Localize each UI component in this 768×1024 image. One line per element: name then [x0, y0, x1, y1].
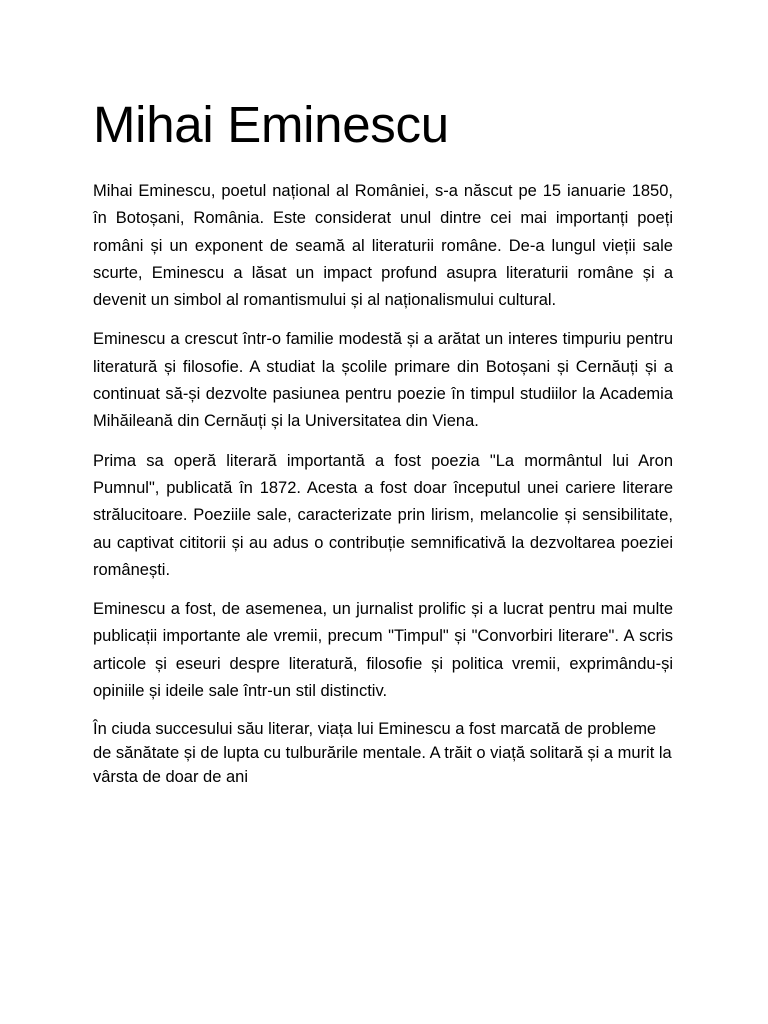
paragraph-birth: Mihai Eminescu, poetul național al României, s-a născut pe 15 ianuarie 1850, în Botoșani, România. Este considerat unul dintre cei mai importanți poeți români și un exponent de seamă al literaturii române. De-a lungul vieții sale scurte, Eminescu a lăsat un impact profund asupra literaturii române și a devenit un simbol al romantismului și al naționalismului cultural. [93, 182, 673, 310]
paragraph-first-work: Prima sa operă literară importantă a fost poezia "La mormântul lui Aron Pumnul", publicată în 1872. Acesta a fost doar începutul unei cariere literare strălucitoare. Poeziile sale, caracterizate prin lirism, melancolie și sensibilitate, au captivat cititorii și au adus o contribuție semnificativă la dezvoltarea poeziei românești. [93, 451, 673, 579]
paragraph-illness: În ciuda succesului său literar, viața lui Eminescu a fost marcată de probleme de sănătate și de lupta cu tulburările mentale. A trăit o viață solitară și a murit la vârsta de doar de ani [93, 720, 672, 787]
paragraph-journalism: Eminescu a fost, de asemenea, un jurnalist prolific și a lucrat pentru mai multe publicații importante ale vremii, precum "Timpul" și "Convorbiri literare". A scris articole și eseuri despre literatură, filosofie și politica vremii, exprimându-și opiniile și ideile sale într-un stil distinctiv. [93, 600, 673, 701]
document-body [93, 178, 673, 801]
document-title: Mihai Eminescu [93, 96, 449, 153]
paragraph-education: Eminescu a crescut într-o familie modestă și a arătat un interes timpuriu pentru literatură și filosofie. A studiat la școlile primare din Botoșani și Cernăuți și a continuat să-și dezvolte pasiunea pentru poezie în timpul studiilor la Academia Mihăileană din Cernăuți și la Universitatea din Viena. [93, 330, 673, 431]
